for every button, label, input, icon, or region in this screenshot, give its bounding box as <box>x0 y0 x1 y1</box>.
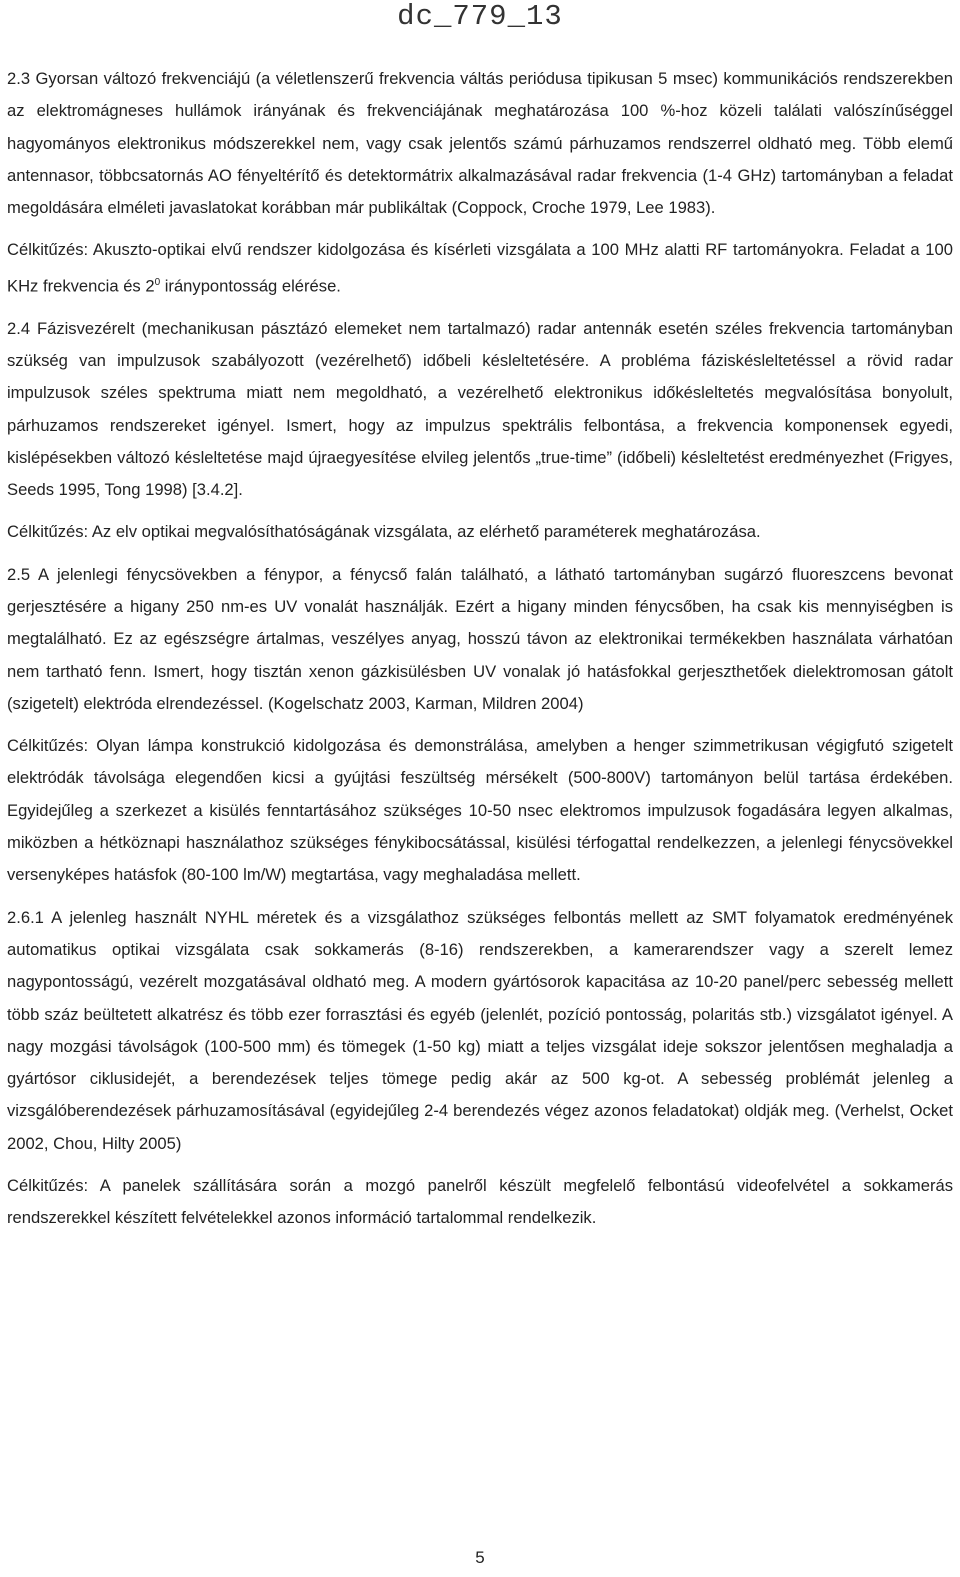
paragraph-2-3: 2.3 Gyorsan változó frekvenciájú (a véletlenszerű frekvencia váltás periódusa tipikusan 5 msec) kommunikációs rendszerekben az elektromágneses hullámok irányának és frekvenciájának meghatározása 100 %-hoz közeli találati valószínűséggel hagyományos elektronikus módszerekkel nem, vagy csak jelentős számú párhuzamos rendszerrel oldható meg. Több elemű antennasor, többcsatornás AO fényeltérítő és detektormátrix alkalmazásával radar frekvencia (1-4 GHz) tartományban a feladat megoldására elméleti javaslatokat korábban már publikáltak (Coppock, Croche 1979, Lee 1983). <box>7 69 953 218</box>
objective-text-end: iránypontosság elérése. <box>160 276 341 296</box>
page-number: 5 <box>475 1548 485 1567</box>
paragraph-2-6-1: 2.6.1 A jelenleg használt NYHL méretek és a vizsgálathoz szükséges felbontás mellett az SMT folyamatok eredményének automatikus optikai vizsgálata csak sokkamerás (8-16) rendszerekben, a kamerarendszer vagy a szerelt lemez nagypontosságú, vezérelt mozgatásával oldható meg. A modern gyártósorok kapacitása az 10-20 panel/perc sebesség mellett több száz beültetett alkatrész és több ezer forrasztási és egyéb (jelenlét, pozíció pontosság, polaritás stb.) vizsgálatot igényel. A nagy mozgási távolságok (100-500 mm) és tömegek (1-50 kg) miatt a teljes vizsgálat ideje sokszor jelentősen meghaladja a gyártósor ciklusidejét, a berendezések teljes tömege pedig akár az 500 kg-ot. A sebesség problémát jelenleg a vizsgálóberendezések párhuzamosításával (egyidejűleg 2-4 berendezés végez azonos feladatokat) oldják meg. (Verhelst, Ocket 2002, Chou, Hilty 2005) <box>7 907 953 1153</box>
paragraph-2-4: 2.4 Fázisvezérelt (mechanikusan pásztázó elemeket nem tartalmazó) radar antennák esetén széles frekvencia tartományban szükség van impulzusok szabályozott (vezérelhető) időbeli késleltetésére. A probléma fáziskésleltetéssel a rövid radar impulzusok széles spektruma miatt nem megoldható, a vezérelhető elektronikus időkésleltetés megvalósítása bonyolult, párhuzamos rendszereket igényel. Ismert, hogy az impulzus spektrális felbontása, a frekvencia komponensek egyedi, kislépésekben változó késleltetése majd újraegyesítése elvileg jelentős „true-time” (időbeli) késleltetést eredményezhet (Frigyes, Seeds 1995, Tong 1998) [3.4.2]. <box>7 318 953 500</box>
paragraph-2-5-objective: Célkitűzés: Olyan lámpa konstrukció kidolgozása és demonstrálása, amelyben a henger szimmetrikusan végigfutó szigetelt elektródák távolsága elegendően kicsi a gyújtási feszültség mérsékelt (500-800V) tartományon belül tartása érdekében. Egyidejűleg a szerkezet a kisülés fenntartásához szükséges 10-50 nsec elektromos impulzusok fogadására legyen alkalmas, miközben a hétköznapi használathoz szükséges fénykibocsátással, kisülési térfogattal rendelkezzen, a jelenlegi fénycsövekkel versenyképes hatásfok (80-100 lm/W) megtartása, vagy meghaladása mellett. <box>7 736 953 885</box>
paragraph-2-5: 2.5 A jelenlegi fénycsövekben a fénypor, a fénycső falán található, a látható tartományban sugárzó fluoreszcens bevonat gerjesztésére a higany 250 nm-es UV vonalát használják. Ezért a higany minden fénycsőben, ha csak kis mennyiségben is megtalálható. Ez az egészségre ártalmas, veszélyes anyag, hosszú távon az elektronikai termékekben használata várhatóan nem tartható fenn. Ismert, hogy tisztán xenon gázkisülésben UV vonalak jó hatásfokkal gerjeszthetőek dielektromosan gátolt (szigetelt) elektróda elrendezéssel. (Kogelschatz 2003, Karman, Mildren 2004) <box>7 564 953 713</box>
objective-text: Célkitűzés: Akuszto-optikai elvű rendszer kidolgozása és kísérleti vizsgálata a 100 MHz alatti RF tartományokra. Feladat a 100 KHz frekvencia és 2 <box>7 240 953 296</box>
document-body <box>7 63 953 1245</box>
document-id-header: dc_779_13 <box>397 0 563 33</box>
paragraph-2-3-objective <box>7 234 953 302</box>
degree-superscript: 0 <box>154 276 161 288</box>
paragraph-2-6-1-objective: Célkitűzés: A panelek szállítására során a mozgó panelről készült megfelelő felbontású videofelvétel a sokkamerás rendszerekkel készített felvételekkel azonos információ tartalommal rendelkezik. <box>7 1176 953 1228</box>
paragraph-2-4-objective: Célkitűzés: Az elv optikai megvalósíthatóságának vizsgálata, az elérhető paraméterek meghatározása. <box>7 522 761 542</box>
